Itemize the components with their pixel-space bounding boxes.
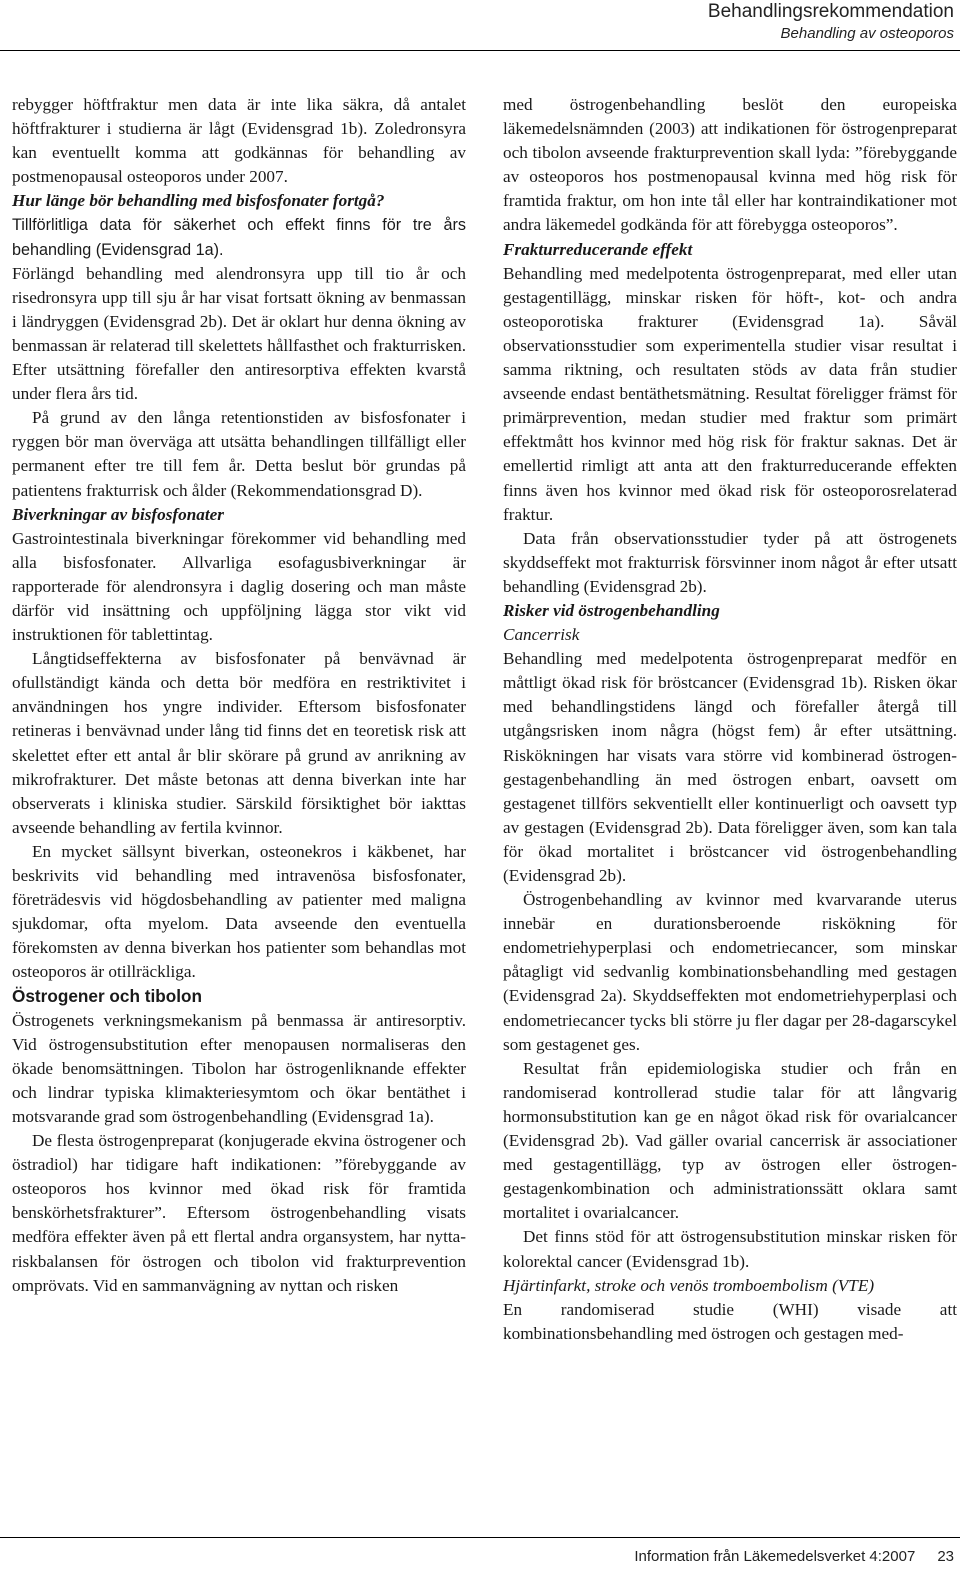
section-heading: Östrogener och tibolon bbox=[12, 986, 203, 1007]
paragraph: Långtidseffekterna av bisfosfonater på benvävnad är ofullständigt kända och detta bör medföra en restriktivitet i användningen hos yngre individer. Eftersom bisfosfonater retineras i benvävnad under lång tid finns det en teoretisk risk att skelettet efter ett antal år blir skörare på grund av anrikning av mikrofrakturer. Det måste betonas att denna biverkan inte har observerats i kliniska studier. Särskild försiktighet bör iakttas avseende behandling av fertila kvinnor. bbox=[12, 649, 466, 837]
paragraph: Förlängd behandling med alendronsyra upp till tio år och risedronsyra upp till sju år har visat fortsatt ökning av benmassan i ländryggen (Evidensgrad 2b). Det är oklart hur denna ökning av benmassan är relaterad till skelettets hållfasthet och frakturrisken. Efter utsättning förefaller den antiresorptiva effekten kvarstå under flera års tid. bbox=[12, 263, 466, 404]
header-title: Behandlingsrekommendation bbox=[707, 1, 954, 22]
section-heading: Frakturreducerande effekt bbox=[503, 239, 693, 259]
paragraph: Det finns stöd för att östrogensubstitution minskar risken för kolorektal cancer (Evidensgrad 1b). bbox=[503, 1227, 957, 1271]
right-column bbox=[503, 93, 957, 1346]
paragraph: Gastrointestinala biverkningar förekommer vid behandling med alla bisfosfonater. Allvarliga esofagusbiverkningar är rapporterade för alendronsyra i daglig dosering och man måste därför vid insättning och uppföljning lägga stor vikt vid instruktionen för tablettintag. bbox=[12, 528, 466, 645]
page-footer bbox=[634, 1548, 954, 1565]
running-header bbox=[708, 0, 954, 44]
paragraph: Östrogenets verkningsmekanism på benmassa är antiresorptiv. Vid östrogensubstitution efter menopausen normaliseras den ökade benomsättningen. Tibolon har östrogenliknande effekter och lindrar typiska klimakteriesymtom och ökar bentäthet i motsvarande grad som östrogenbehandling (Evidensgrad 1a). bbox=[12, 1010, 466, 1126]
left-column bbox=[12, 93, 466, 1298]
paragraph: rebygger höftfraktur men data är inte lika säkra, då antalet höftfrakturer i studierna är lågt (Evidensgrad 1b). Zoledronsyra kan eventuellt komma att godkännas för behandling av postmenopausal osteoporos under 2007. bbox=[12, 95, 466, 187]
subsection-heading: Cancerrisk bbox=[503, 625, 580, 645]
page-number: 23 bbox=[937, 1548, 954, 1565]
subsection-heading: Hjärtinfarkt, stroke och venös tromboembolism (VTE) bbox=[503, 1275, 875, 1295]
paragraph: Resultat från epidemiologiska studier och från en randomiserad kontrollerad studie talar för att långvarig hormonsubstitution kan ge en något ökad risk för ovarialcancer (Evidensgrad 2b). Vad gäller ovarial cancerrisk är associationer med gestagentillägg, typ av östrogen eller östrogen-gestagenkombination och administrationssätt oklara samt mortalitet i ovarialcancer. bbox=[503, 1058, 957, 1223]
paragraph: Behandling med medelpotenta östrogenpreparat, med eller utan gestagentillägg, minskar risken för höft-, kot- och andra osteoporotiska frakturer (Evidensgrad 1a). Såväl observationsstudier som experimentella studier visar resultat i samma riktning, och resultaten stöds av data från studier avseende endast bentäthetsmätning. Resultat föreligger främst för primärprevention, medan studier med fraktur som primärt effektmått hos kvinnor med hög risk för fraktur saknas. Det är emellertid rimligt att anta att den frakturreducerande effekten finns även hos kvinnor med ökad risk för osteoporosrelaterad fraktur. bbox=[503, 263, 957, 524]
section-heading: Risker vid östrogenbehandling bbox=[503, 600, 720, 620]
paragraph: En randomiserad studie (WHI) visade att kombinationsbehandling med östrogen och gestagen med- bbox=[503, 1299, 957, 1343]
header-rule bbox=[0, 50, 960, 51]
paragraph: En mycket sällsynt biverkan, osteonekros i käkbenet, har beskrivits vid behandling med intravenösa bisfosfonater, företrädesvis vid högdosbehandling av patienter med maligna sjukdomar, ofta myelom. Data avseende den eventuella förekomsten av denna biverkan hos patienter som behandlas mot osteoporos är otillräckliga. bbox=[12, 841, 466, 982]
paragraph: Behandling med medelpotenta östrogenpreparat medför en måttligt ökad risk för bröstcancer (Evidensgrad 1b). Risken ökar med behandlingstidens längd och förefaller återgå till utgångsrisken inom några (högst fem) år efter utsättning. Riskökningen har visats vara större vid kombinerad östrogen-gestagenbehandling än med östrogen enbart, oavsett om gestagenet tillförs sekventiellt eller kontinuerligt och oavsett typ av gestagen (Evidensgrad 2b). Data föreligger även, som kan tala för ökad mortalitet i bröstcancer vid östrogenbehandling (Evidensgrad 2b). bbox=[503, 649, 957, 885]
paragraph: Data från observationsstudier tyder på att östrogenets skyddseffekt mot frakturrisk försvinner inom något år efter utsatt behandling (Evidensgrad 2b). bbox=[503, 528, 957, 596]
section-heading: Hur länge bör behandling med bisfosfonater fortgå? bbox=[12, 191, 385, 211]
header-subtitle: Behandling av osteoporos bbox=[780, 25, 954, 42]
section-heading: Biverkningar av bisfosfonater bbox=[12, 504, 224, 524]
paragraph: Östrogenbehandling av kvinnor med kvarvarande uterus innebär en durationsberoende riskökning för endometriehyperplasi och endometriecancer, som minskar påtagligt vid sedvanlig kombinationsbehandling med gestagen (Evidensgrad 2a). Skyddseffekten mot endometriehyperplasi och endometriecancer tycks bli större ju fler dagar per 28-dagarscykel som gestagenet ges. bbox=[503, 890, 957, 1054]
paragraph: De flesta östrogenpreparat (konjugerade ekvina östrogener och östradiol) har tidigare haft indikationen: ”förebyggande av osteoporos hos kvinnor med ökad risk för framtida benskörhetsfrakturer”. Eftersom östrogenbehandling visats medföra effekter även på ett flertal andra organsystem, har nytta-riskbalansen för östrogen och tibolon vid frakturprevention omprövats. Vid en sammanvägning av nyttan och risken bbox=[12, 1131, 466, 1295]
summary-paragraph: Tillförlitliga data för säkerhet och effekt finns för tre års behandling (Evidensgrad 1a). bbox=[12, 216, 466, 259]
footer-source: Information från Läkemedelsverket 4:2007 bbox=[634, 1548, 916, 1565]
footer-rule bbox=[0, 1537, 960, 1538]
paragraph: På grund av den långa retentionstiden av bisfosfonater i ryggen bör man överväga att utsätta behandlingen tillfälligt eller permanent efter tre till fem år. Detta beslut bör grundas på patientens frakturrisk och ålder (Rekommendationsgrad D). bbox=[12, 408, 466, 500]
paragraph: med östrogenbehandling beslöt den europeiska läkemedelsnämnden (2003) att indikationen för östrogenpreparat och tibolon avseende frakturprevention skall lyda: ”förebyggande av osteoporos hos postmenopausal kvinna med hög risk för framtida fraktur, om hon inte tål eller har kontraindikationer mot andra läkemedel godkända för att förebygga osteoporos”. bbox=[503, 95, 957, 235]
